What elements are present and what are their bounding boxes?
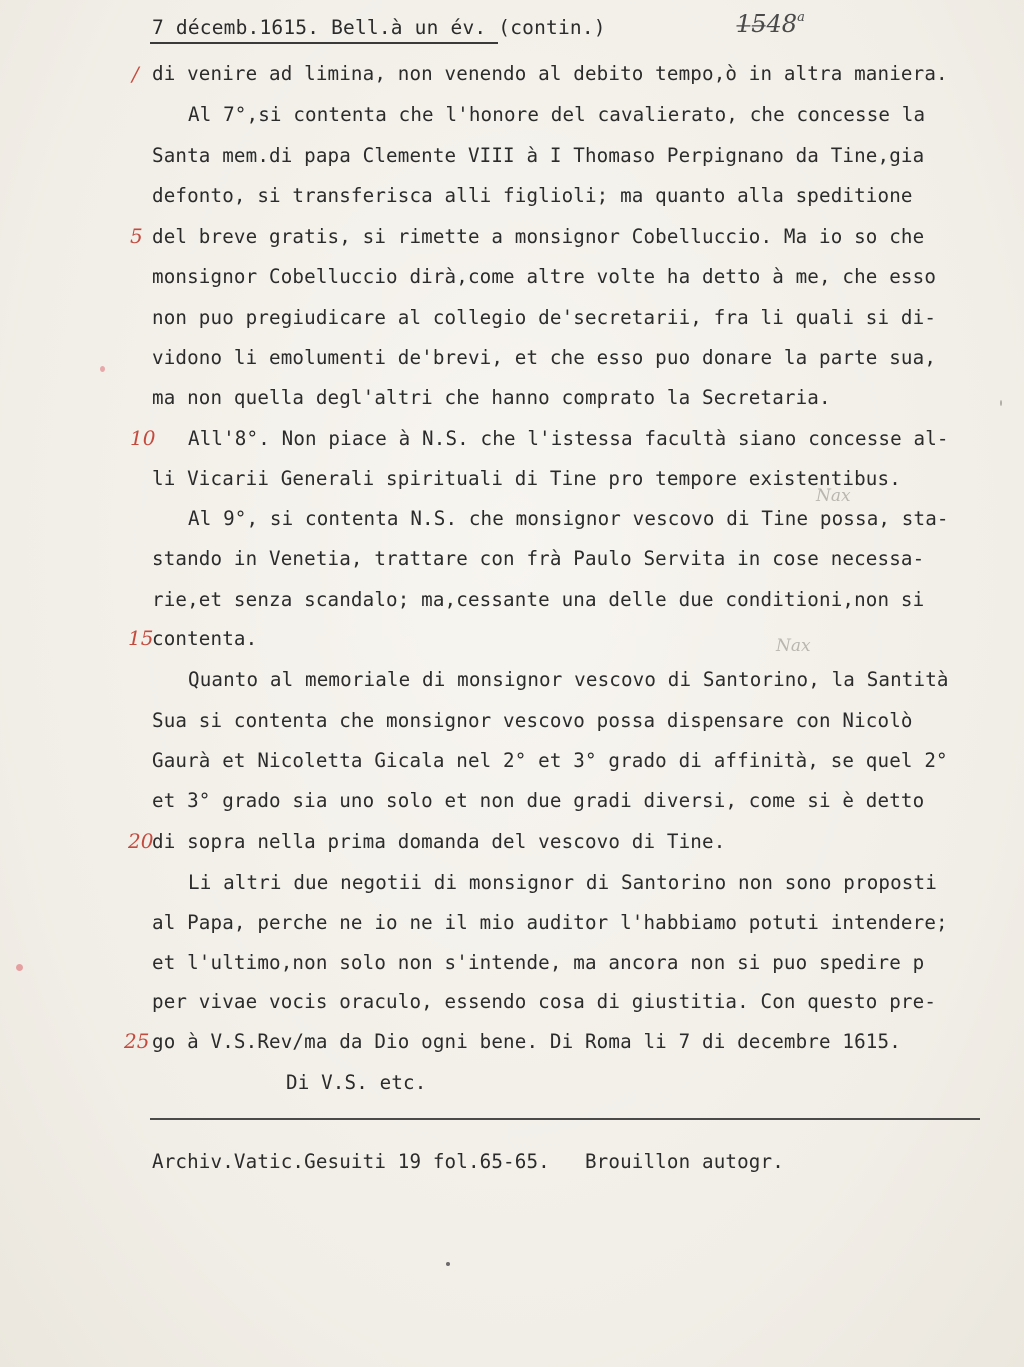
text-line-24: per vivae vocis oraculo, essendo cosa di giustitia. Con questo pre- (152, 990, 937, 1013)
margin-number-20: 20 (128, 829, 154, 853)
pencil-note-1: Nax (816, 486, 851, 506)
text-line-13: stando in Venetia, trattare con frà Paulo Servita in cose necessa- (152, 547, 925, 570)
text-line-15: contenta. (152, 627, 258, 650)
header-underline (150, 42, 498, 44)
text-line-21: Li altri due negotii di monsignor di Santorino non sono proposti (188, 871, 937, 894)
footer-rule (150, 1118, 980, 1120)
text-line-17: Sua si contenta che monsignor vescovo possa dispensare con Nicolò (152, 709, 913, 732)
folio-number (736, 10, 805, 38)
speck-mark (446, 1262, 450, 1266)
text-line-16: Quanto al memoriale di monsignor vescovo di Santorino, la Santità (188, 668, 949, 691)
text-line-12: Al 9°, si contenta N.S. che monsignor vescovo di Tine possa, sta- (188, 507, 949, 530)
pencil-note-2: Nax (776, 636, 811, 656)
text-line-4: defonto, si transferisca alli figlioli; ma quanto alla speditione (152, 184, 913, 207)
text-line-25: go à V.S.Rev/ma da Dio ogni bene. Di Roma li 7 di decembre 1615. (152, 1030, 901, 1053)
text-line-23: et l'ultimo,non solo non s'intende, ma ancora non si puo spedire p (152, 951, 925, 974)
margin-number-25: 25 (124, 1029, 150, 1053)
text-line-14: rie,et senza scandalo; ma,cessante una delle due conditioni,non si (152, 588, 925, 611)
text-line-22: al Papa, perche ne io ne il mio auditor l'habbiamo potuti intendere; (152, 911, 948, 934)
closing-salutation: Di V.S. etc. (286, 1071, 427, 1094)
margin-number-5: 5 (130, 224, 143, 248)
text-line-8: vidono li emolumenti de'brevi, et che esso puo donare la parte sua, (152, 346, 937, 369)
margin-number-1: / (132, 62, 139, 86)
text-line-7: non puo pregiudicare al collegio de'secretarii, fra li quali si di- (152, 306, 937, 329)
page-header: 7 décemb.1615. Bell.à un év. (contin.) (152, 16, 606, 39)
text-line-3: Santa mem.di papa Clemente VIII à I Thomaso Perpignano da Tine,gia (152, 144, 925, 167)
text-line-6: monsignor Cobelluccio dirà,come altre volte ha detto à me, che esso (152, 265, 937, 288)
text-line-19: et 3° grado sia uno solo et non due gradi diversi, come si è detto (152, 789, 925, 812)
text-line-2: Al 7°,si contenta che l'honore del cavalierato, che concesse la (188, 103, 926, 126)
margin-number-15: 15 (128, 626, 154, 650)
text-line-9: ma non quella degl'altri che hanno comprato la Secretaria. (152, 386, 831, 409)
text-line-11: li Vicarii Generali spirituali di Tine pro tempore existentibus. (152, 467, 901, 490)
text-line-20: di sopra nella prima domanda del vescovo di Tine. (152, 830, 726, 853)
folio-number-text: 1̶5̶48 (736, 10, 798, 38)
margin-number-10: 10 (130, 426, 156, 450)
speck-mark (100, 366, 105, 372)
text-line-10: All'8°. Non piace à N.S. che l'istessa facultà siano concesse al- (188, 427, 949, 450)
speck-mark (1000, 400, 1002, 406)
folio-superscript: a (797, 10, 805, 25)
text-line-5: del breve gratis, si rimette a monsignor Cobelluccio. Ma io so che (152, 225, 925, 248)
text-line-1: di venire ad limina, non venendo al debito tempo,ò in altra maniera. (152, 62, 948, 85)
speck-mark (16, 964, 23, 971)
source-citation: Archiv.Vatic.Gesuiti 19 fol.65-65. Brouillon autogr. (152, 1150, 784, 1173)
text-line-18: Gaurà et Nicoletta Gicala nel 2° et 3° grado di affinità, se quel 2° (152, 749, 948, 772)
